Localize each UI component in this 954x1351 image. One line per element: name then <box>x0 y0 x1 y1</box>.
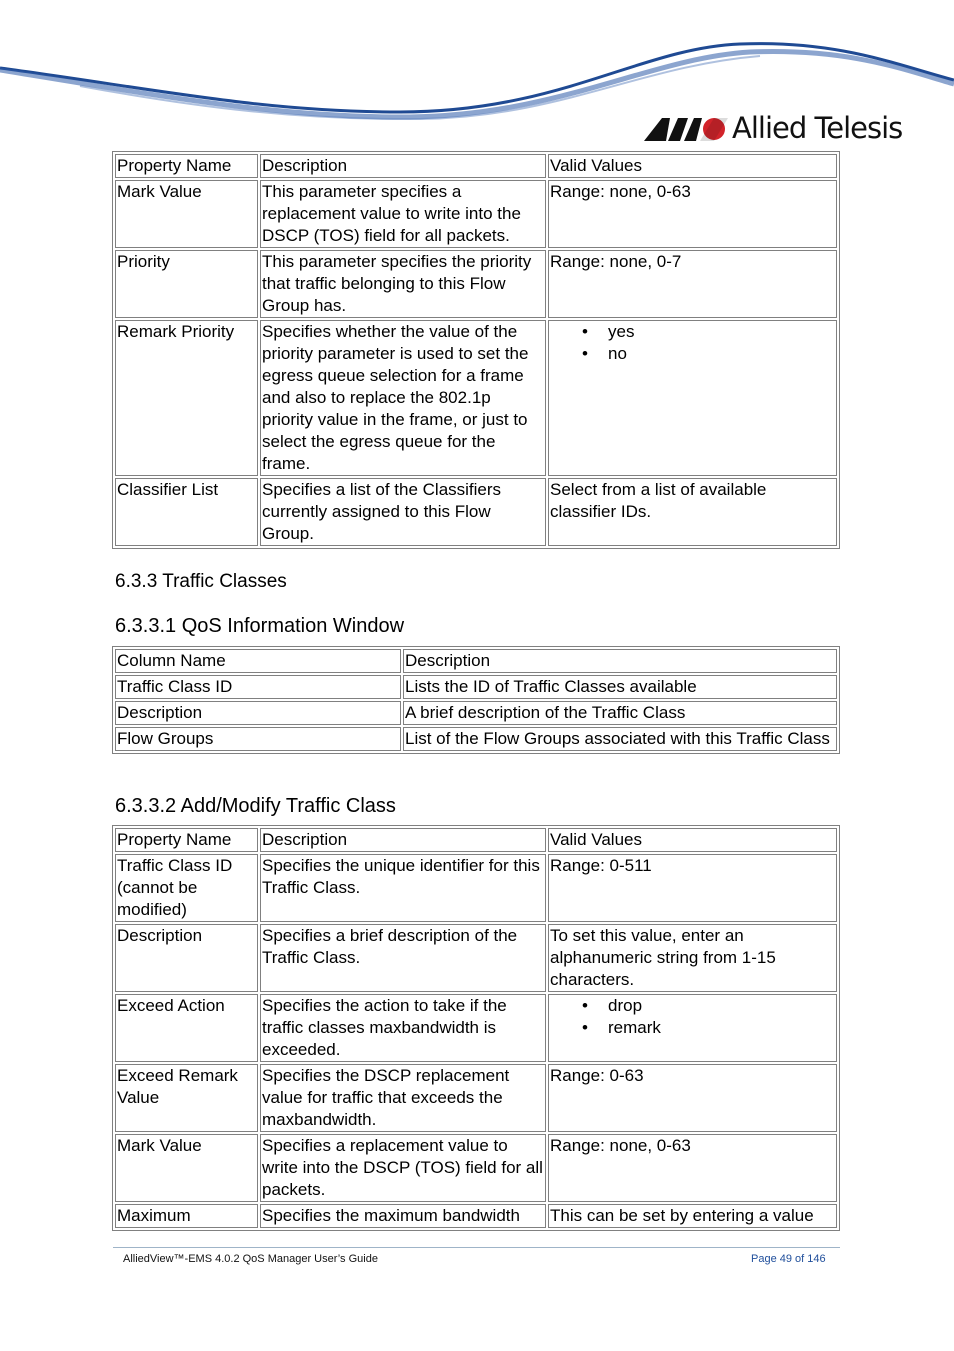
table-header: Valid Values <box>548 828 837 852</box>
table-row <box>115 478 837 546</box>
property-name: Exceed Remark Value <box>115 1064 258 1132</box>
table-header-row <box>115 828 837 852</box>
property-name: Maximum <box>115 1204 258 1228</box>
footer-page-number: Page 49 of 146 <box>751 1253 826 1265</box>
property-values: Range: none, 0-63 <box>548 180 837 248</box>
property-values: Range: 0-63 <box>548 1064 837 1132</box>
property-name: Traffic Class ID (cannot be modified) <box>115 854 258 922</box>
column-name: Flow Groups <box>115 727 401 751</box>
table-row <box>115 854 837 922</box>
table-row <box>115 701 837 725</box>
footer-divider <box>113 1247 840 1248</box>
table-header: Column Name <box>115 649 401 673</box>
table-header: Description <box>260 154 546 178</box>
property-description: Specifies the action to take if the traffic classes maxbandwidth is exceeded. <box>260 994 546 1062</box>
table-row <box>115 994 837 1062</box>
column-description: Lists the ID of Traffic Classes available <box>403 675 837 699</box>
table-row <box>115 1134 837 1202</box>
list-item: • no <box>582 343 835 365</box>
list-item: • remark <box>582 1017 835 1039</box>
table-row <box>115 727 837 751</box>
values-list <box>550 321 835 365</box>
column-description: List of the Flow Groups associated with this Traffic Class <box>403 727 837 751</box>
property-name: Description <box>115 924 258 992</box>
property-description: Specifies the maximum bandwidth <box>260 1204 546 1228</box>
property-values: Range: 0-511 <box>548 854 837 922</box>
property-description: Specifies the unique identifier for this Traffic Class. <box>260 854 546 922</box>
table-row <box>115 675 837 699</box>
qos-information-window-table <box>112 646 840 754</box>
property-name: Remark Priority <box>115 320 258 476</box>
property-description: This parameter specifies the priority that traffic belonging to this Flow Group has. <box>260 250 546 318</box>
table-row <box>115 180 837 248</box>
property-description: Specifies a list of the Classifiers currently assigned to this Flow Group. <box>260 478 546 546</box>
allied-telesis-logo <box>644 108 902 148</box>
property-name: Classifier List <box>115 478 258 546</box>
property-values: Range: none, 0-7 <box>548 250 837 318</box>
column-name: Description <box>115 701 401 725</box>
property-description: Specifies a brief description of the Traffic Class. <box>260 924 546 992</box>
table-row <box>115 250 837 318</box>
property-name: Exceed Action <box>115 994 258 1062</box>
logo-text: Allied Telesis <box>732 111 903 145</box>
table-row <box>115 320 837 476</box>
list-item: • drop <box>582 995 835 1017</box>
table-header: Property Name <box>115 154 258 178</box>
section-heading: 6.3.3 Traffic Classes <box>115 571 287 592</box>
property-values: Select from a list of available classifier IDs. <box>548 478 837 546</box>
list-item: • yes <box>582 321 835 343</box>
footer-document-title: AlliedView™-EMS 4.0.2 QoS Manager User’s Guide <box>123 1253 378 1265</box>
section-heading: 6.3.3.1 QoS Information Window <box>115 615 405 637</box>
table-header: Description <box>260 828 546 852</box>
add-modify-traffic-class-table <box>112 825 840 1231</box>
column-description: A brief description of the Traffic Class <box>403 701 837 725</box>
property-values: This can be set by entering a value <box>548 1204 837 1228</box>
column-name: Traffic Class ID <box>115 675 401 699</box>
property-name: Mark Value <box>115 1134 258 1202</box>
property-values: Range: none, 0-63 <box>548 1134 837 1202</box>
property-description: This parameter specifies a replacement value to write into the DSCP (TOS) field for all packets. <box>260 180 546 248</box>
table-row <box>115 1064 837 1132</box>
table-header-row <box>115 649 837 673</box>
property-values <box>548 994 837 1062</box>
property-values: To set this value, enter an alphanumeric string from 1-15 characters. <box>548 924 837 992</box>
table-row <box>115 1204 837 1228</box>
property-description: Specifies whether the value of the priority parameter is used to set the egress queue selection for a frame and also to replace the 802.1p priority value in the frame, or just to select the egress queue for the frame. <box>260 320 546 476</box>
values-list <box>550 995 835 1039</box>
property-name: Mark Value <box>115 180 258 248</box>
flow-group-properties-table <box>112 151 840 549</box>
property-description: Specifies a replacement value to write into the DSCP (TOS) field for all packets. <box>260 1134 546 1202</box>
logo-mark-icon <box>644 115 728 141</box>
table-header: Valid Values <box>548 154 837 178</box>
property-description: Specifies the DSCP replacement value for traffic that exceeds the maxbandwidth. <box>260 1064 546 1132</box>
property-name: Priority <box>115 250 258 318</box>
table-header-row <box>115 154 837 178</box>
table-header: Property Name <box>115 828 258 852</box>
section-heading: 6.3.3.2 Add/Modify Traffic Class <box>115 795 396 817</box>
table-header: Description <box>403 649 837 673</box>
table-row <box>115 924 837 992</box>
property-values <box>548 320 837 476</box>
